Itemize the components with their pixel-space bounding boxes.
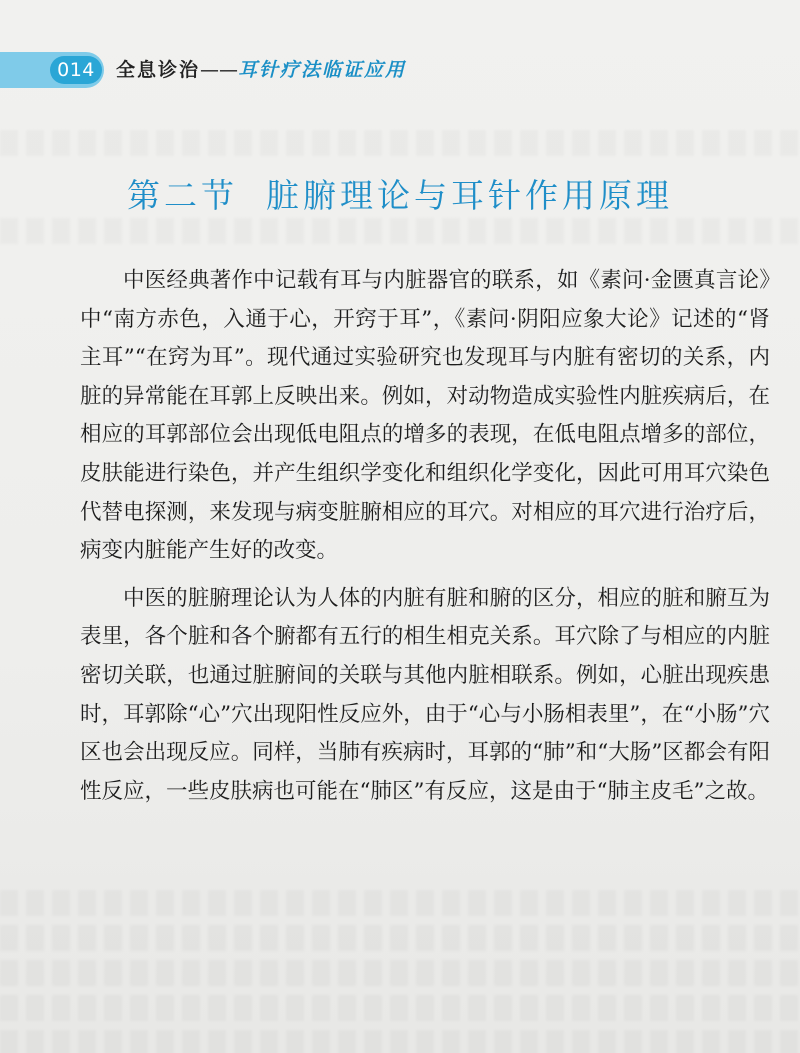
- paragraph: 中医经典著作中记载有耳与内脏器官的联系，如《素问·金匮真言论》中“南方赤色，入通于心，开窍于耳”，《素问·阴阳应象大论》记述的“肾主耳”“在窍为耳”。现代通过实验研究也发现耳与内脏有密切的关系，内脏的异常能在耳郭上反映出来。例如，对动物造成实验性内脏疾病后，在相应的耳郭部位会出现低电阻点的增多的表现，在低电阻点增多的部位，皮肤能进行染色，并产生组织学变化和组织化学变化，因此可用耳穴染色代替电探测，来发现与病变脏腑相应的耳穴。对相应的耳穴进行治疗后，病变内脏能产生好的改变。: [80, 268, 770, 564]
- section-number: 第二节: [127, 176, 238, 215]
- section-heading: [0, 170, 800, 217]
- body-text: [80, 262, 770, 811]
- book-title: [116, 56, 406, 84]
- title-separator: ——: [200, 59, 239, 81]
- bleed-through-line: [0, 1030, 800, 1053]
- page-number-tab: [0, 52, 104, 88]
- bleed-through-line: [0, 890, 800, 916]
- section-title: 脏腑理论与耳针作用原理: [266, 176, 673, 215]
- bleed-through-line: [0, 995, 800, 1021]
- book-title-main: 全息诊治: [116, 59, 201, 81]
- bleed-through-line: [0, 960, 800, 986]
- paragraph: 中医的脏腑理论认为人体的内脏有脏和腑的区分，相应的脏和腑互为表里，各个脏和各个腑都有五行的相生相克关系。耳穴除了与相应的内脏密切关联，也通过脏腑间的关联与其他内脏相联系。例如，心脏出现疾患时，耳郭除“心”穴出现阳性反应外，由于“心与小肠相表里”，在“小肠”穴区也会出现反应。同样，当肺有疾病时，耳郭的“肺”和“大肠”区都会有阳性反应，一些皮肤病也可能在“肺区”有反应，这是由于“肺主皮毛”之故。: [80, 585, 770, 804]
- page-number: 014: [50, 56, 102, 84]
- running-header: [0, 52, 800, 88]
- bleed-through-line: [0, 218, 800, 244]
- bleed-through-line: [0, 130, 800, 156]
- book-subtitle: 耳针疗法临证应用: [238, 59, 407, 81]
- bleed-through-line: [0, 925, 800, 951]
